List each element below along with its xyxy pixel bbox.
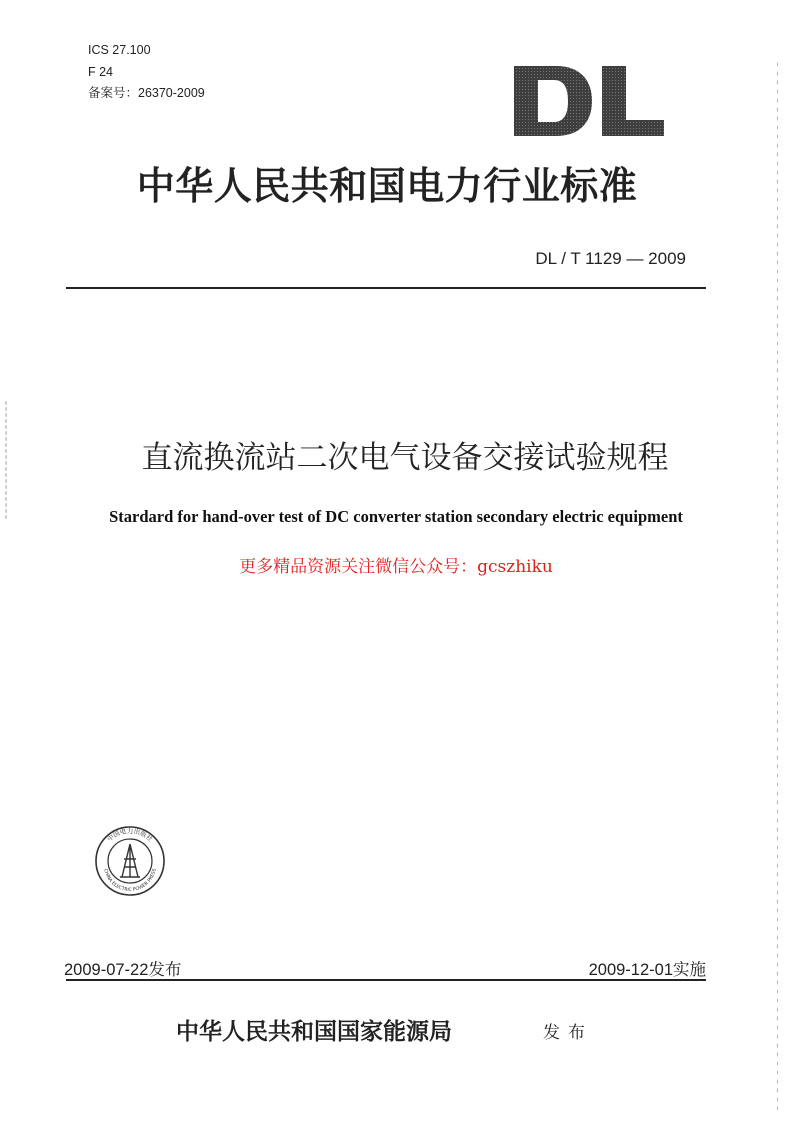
publisher-seal-icon [94, 825, 166, 897]
issue-date: 2009-07-22发布 [64, 961, 182, 979]
dl-logo-mark [512, 64, 666, 138]
dl-logo [512, 64, 666, 138]
classification-code: F 24 [88, 65, 114, 79]
scan-edge-marks-right [776, 60, 779, 1110]
divider-bottom [66, 979, 706, 981]
record-number: 备案号：26370-2009 [88, 86, 205, 100]
document-title-chinese: 直流换流站二次电气设备交接试验规程 [141, 440, 669, 476]
publisher-seal [94, 825, 166, 897]
divider-top [66, 287, 706, 289]
standard-category-title: 中华人民共和国电力行业标准 [136, 163, 638, 208]
standard-number: DL / T 1129 — 2009 [535, 249, 686, 268]
svg-text:中国电力出版社: 中国电力出版社 [105, 827, 155, 844]
issuing-authority: 中华人民共和国国家能源局 [176, 1018, 452, 1045]
implementation-date: 2009-12-01实施 [588, 961, 706, 979]
svg-text:CHINA ELECTRIC POWER PRESS: CHINA ELECTRIC POWER PRESS [102, 868, 158, 894]
scan-edge-marks-left [5, 400, 7, 520]
ics-code: ICS 27.100 [88, 43, 151, 57]
promo-watermark-text: 更多精品资源关注微信公众号：gcszhiku [239, 557, 553, 577]
publish-label: 发布 [543, 1023, 593, 1043]
document-title-english: Stardard for hand-over test of DC converter station secondary electric equipment [109, 507, 683, 526]
